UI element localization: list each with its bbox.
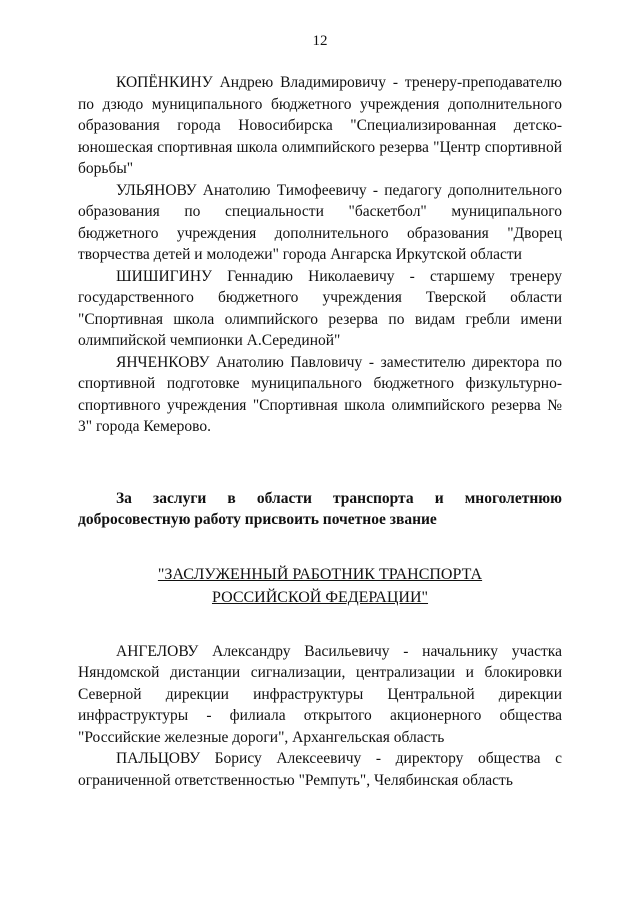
award-entry: УЛЬЯНОВУ Анатолию Тимофеевичу - педагогу дополнительного образования по специальности "баскетбол" муниципального бюджетного учреждения дополнительного образования "Дворец творчества детей и молодежи" города Ангарска Иркутской области — [78, 181, 562, 263]
honorary-title-line-1: "ЗАСЛУЖЕННЫЙ РАБОТНИК ТРАНСПОРТА — [157, 565, 483, 583]
award-entry: ПАЛЬЦОВУ Борису Алексеевичу - директору общества с ограниченной ответственностью "Ремпуть", Челябинская область — [78, 750, 562, 789]
award-entry: ЯНЧЕНКОВУ Анатолию Павловичу - заместителю директора по спортивной подготовке муниципального бюджетного физкультурно-спортивного учреждения "Спортивная школа олимпийского резерва № 3" города Кемерово. — [78, 353, 562, 435]
page-number: 12 — [312, 33, 328, 49]
honorary-title — [78, 563, 562, 609]
document-body — [78, 72, 562, 791]
section-heading: За заслуги в области транспорта и многолетнюю добросовестную работу присвоить почетное звание — [78, 489, 562, 528]
award-entry: ШИШИГИНУ Геннадию Николаевичу - старшему тренеру государственного бюджетного учреждения Тверской области "Спортивная школа олимпийского резерва по видам гребли имени олимпийской чемпионки А.Серединой" — [78, 267, 562, 349]
award-entry: АНГЕЛОВУ Александру Васильевичу - начальнику участка Няндомской дистанции сигнализации, централизации и блокировки Северной дирекции инфраструктуры Центральной дирекции инфраструктуры - филиала открытого акционерного общества "Российские железные дороги", Архангельская область — [78, 642, 562, 746]
award-entry: КОПЁНКИНУ Андрею Владимировичу - тренеру-преподавателю по дзюдо муниципального бюджетного учреждения дополнительного образования города Новосибирска "Специализированная детско-юношеская спортивная школа олимпийского резерва "Центр спортивной борьбы" — [78, 74, 562, 177]
honorary-title-line-2: РОССИЙСКОЙ ФЕДЕРАЦИИ" — [211, 588, 429, 606]
